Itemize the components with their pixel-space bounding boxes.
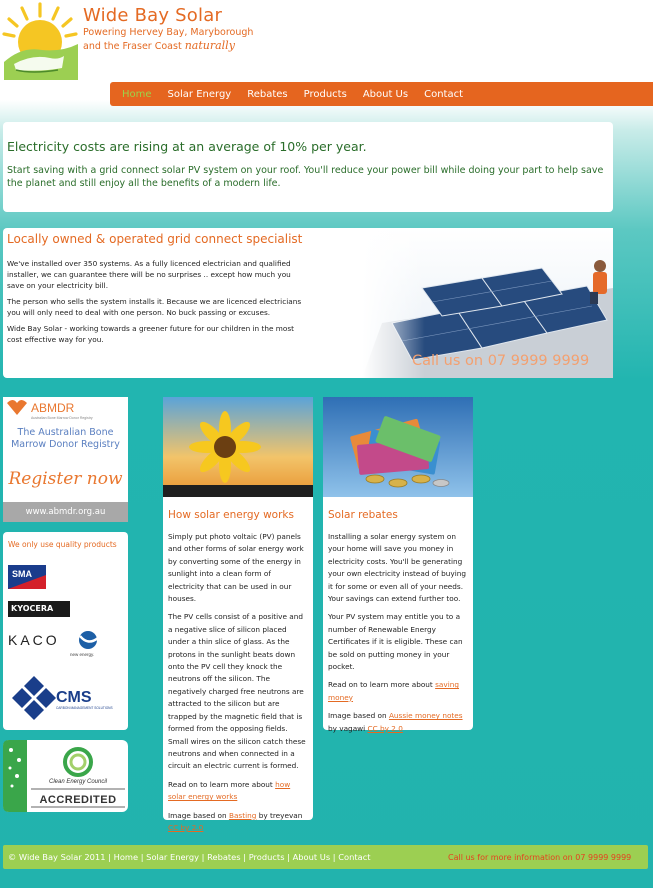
tagline-emphasis: naturally (184, 39, 235, 52)
tagline-line2 (83, 39, 235, 52)
solar-energy-card (163, 397, 313, 832)
cec-council-text: Clean Energy Council (48, 779, 108, 785)
footer-call-text: Call us for more information on 07 9999 9999 (448, 853, 632, 862)
sma-logo (8, 565, 46, 589)
cms-logo-text: CMS (56, 689, 92, 706)
readon-link-solar[interactable]: how solar energy works (168, 779, 291, 802)
footer-copyright: © Wide Bay Solar 2011 (8, 852, 106, 862)
local-body (7, 258, 309, 350)
col-paragraph: Simply put photo voltaic (PV) panels and other forms of solar energy work by converting some of the energy in sunlight into a clean form of electricity that can be used in our houses. (168, 532, 304, 604)
site-logo[interactable] (2, 2, 78, 80)
abmdr-banner[interactable] (3, 397, 128, 522)
kaco-subtext: new energy. (70, 652, 95, 657)
readon-text: Read on to learn more about (328, 680, 436, 690)
nav-solar-energy[interactable]: Solar Energy (167, 88, 232, 100)
credit-link-aussie-money[interactable]: Aussie money notes (388, 711, 463, 721)
local-heading: Locally owned & operated grid connect specialist (7, 232, 303, 246)
call-us-banner: Call us on 07 9999 9999 (412, 353, 590, 369)
site-title[interactable]: Wide Bay Solar (83, 5, 223, 26)
nav-contact[interactable]: Contact (424, 88, 463, 100)
credit-license-link[interactable]: CC by 2.0 (367, 723, 403, 733)
cms-subtext: CARBON MANAGEMENT SOLUTIONS (56, 706, 113, 710)
footer-link-rebates[interactable]: Rebates (207, 852, 241, 862)
solar-energy-title[interactable]: How solar energy works (168, 509, 294, 521)
readon-text: Read on to learn more about (168, 779, 276, 789)
footer-links: © Wide Bay Solar 2011 | Home | Solar Energy | Rebates | Products | About Us | Contact (8, 852, 371, 862)
col-readon (328, 679, 469, 704)
kaco-logo-text: KACO (8, 632, 60, 648)
nav-home[interactable]: Home (122, 88, 152, 100)
solar-energy-body (168, 531, 309, 840)
col-readon (168, 779, 309, 804)
abmdr-logo-small: Australian Bone Marrow Donor Registry (31, 416, 93, 420)
credit-prefix: Image based on (168, 810, 229, 820)
tagline-line1: Powering Hervey Bay, Maryborough (83, 27, 254, 38)
cec-accredited-badge (3, 740, 128, 812)
cec-accredited-text: ACCREDITED (39, 794, 117, 806)
footer-link-home[interactable]: Home (113, 852, 139, 862)
credit-license-link[interactable]: CC by 2.0 (168, 822, 204, 832)
credit-by: by vagawi (328, 723, 368, 733)
intro-text: Start saving with a grid connect solar PV system on your roof. You'll reduce your power bill while doing your part to help save the planet and still enjoy all the benefits of a modern life. (7, 165, 604, 189)
solar-rebates-title[interactable]: Solar rebates (328, 509, 398, 521)
abmdr-name-line1: The Australian Bone (17, 427, 114, 438)
sunflower-image (163, 397, 313, 497)
footer-link-contact[interactable]: Contact (338, 852, 371, 862)
solar-rebates-body (328, 531, 469, 741)
solar-rebates-card (323, 397, 473, 733)
col-credit (168, 810, 309, 835)
abmdr-name-line2: Marrow Donor Registry (11, 439, 120, 450)
credit-link-basting[interactable]: Basting (228, 810, 257, 820)
main-nav (110, 82, 653, 106)
abmdr-logo (3, 397, 128, 421)
abmdr-name (3, 427, 128, 451)
footer-link-products[interactable]: Products (248, 852, 285, 862)
nav-about-us[interactable]: About Us (362, 88, 409, 100)
readon-link-saving-money[interactable]: saving money (328, 680, 459, 702)
money-image (323, 397, 473, 497)
tagline-line2-text: and the Fraser Coast (83, 41, 182, 52)
footer-link-solar-energy[interactable]: Solar Energy (146, 852, 199, 862)
col-paragraph: Installing a solar energy system on your home will save you money in electricity costs. You'll be generating your own electricity instead of buying it for some or even all of your needs. Your savings can extend further too. (328, 532, 466, 604)
col-credit (328, 710, 469, 735)
nav-products[interactable]: Products (303, 88, 347, 100)
abmdr-register-link[interactable]: Register now (8, 469, 123, 489)
cms-logo (18, 674, 113, 718)
quality-heading: We only use quality products (8, 540, 117, 549)
abmdr-url[interactable]: www.abmdr.org.au (3, 502, 128, 522)
local-paragraph: The person who sells the system installs it. Because we are licenced electricians you will only need to deal with one person. No buck passing or excuses. (7, 297, 302, 317)
local-paragraph: Wide Bay Solar - working towards a greener future for our children in the most cost effective way for you. (7, 324, 295, 344)
kaco-logo (8, 628, 103, 658)
kyocera-logo: KYOCERA (8, 601, 70, 617)
footer-link-about-us[interactable]: About Us (292, 852, 331, 862)
local-paragraph: We've installed over 350 systems. As a fully licenced electrician and qualified installer, we can guarantee there will be no surprises .. except how much you save on your electricity bill. (7, 259, 291, 290)
sma-logo-text: SMA (12, 569, 32, 579)
abmdr-logo-text: ABMDR (31, 401, 75, 415)
intro-heading: Electricity costs are rising at an average of 10% per year. (7, 139, 367, 154)
col-paragraph: The PV cells consist of a positive and a negative slice of silicon placed under a thin slice of glass. As the protons in the sunlight beats down onto the PV cell they knock the neutrons off the silicon. The negatively charged free neutrons are attracted to the silicon but are trapped by the magnetic field that is formed from the opposing fields. Small wires on the silicon catch these neutrons and when connected in a circuit an electric current is formed. (168, 612, 306, 771)
credit-prefix: Image based on (328, 711, 389, 721)
col-paragraph: Your PV system may entitle you to a number of Renewable Energy Certificates if it is eligible. These can be sold on putting money in your pocket. (328, 612, 463, 672)
nav-rebates[interactable]: Rebates (247, 88, 288, 100)
credit-by: by treyevan (256, 810, 303, 820)
